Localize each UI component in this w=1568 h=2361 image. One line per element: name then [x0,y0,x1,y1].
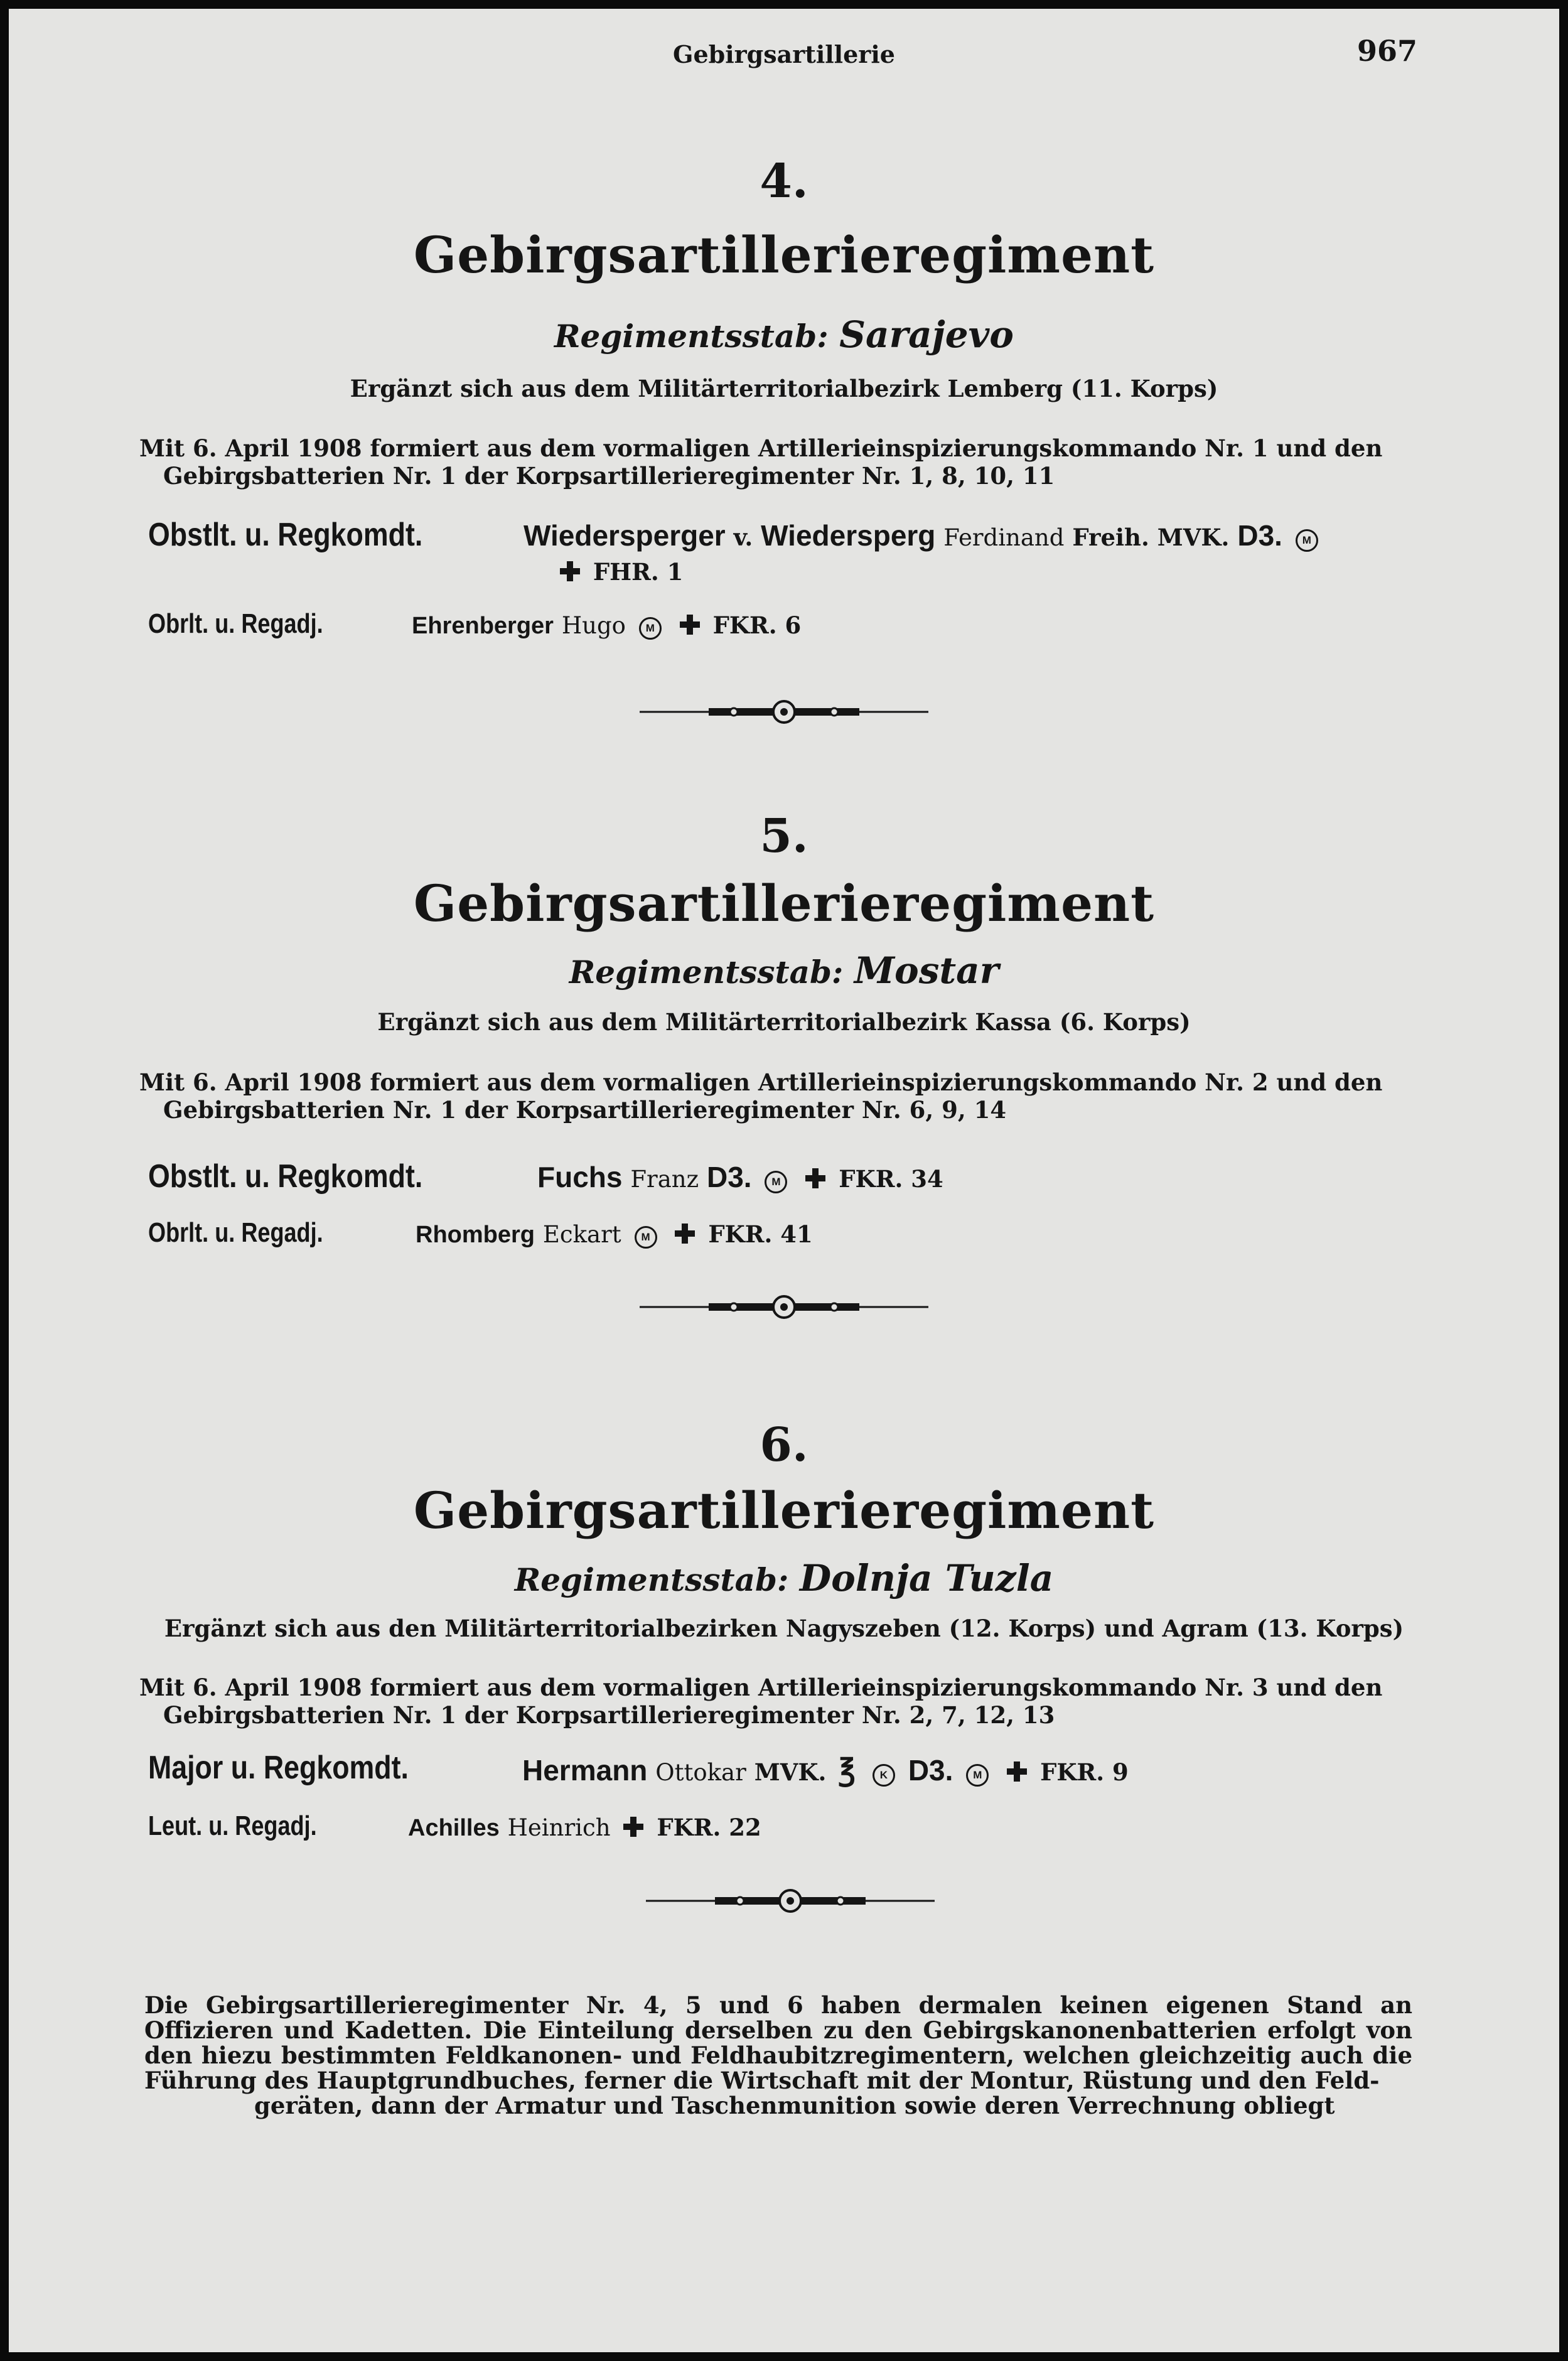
adjutant-rank: Obrlt. u. Regadj. [148,608,323,639]
formation-line: Mit 6. April 1908 formiert aus dem vormaligen Artillerieinspizierungskommando Nr. 1 und den [139,434,1383,462]
regiment-number: 4. [760,154,808,208]
footer-line: Offizieren und Kadetten. Die Einteilung derselben zu den Gebirgskanonenbatterien erfolgt von [144,2016,1412,2044]
supply-district: Ergänzt sich aus dem Militärterritorialbezirk Kassa (6. Korps) [377,1008,1191,1036]
commander-surname-2: Wiedersperg [761,519,936,552]
regiment-assignment: FKR. 41 [708,1220,813,1248]
regiment-title: Gebirgsartillerieregiment [413,874,1155,933]
formation-note [139,434,1415,490]
regiment-number: 5. [760,809,808,863]
regiment-title: Gebirgsartillerieregiment [413,225,1155,284]
commander-rank: Obstlt. u. Regkomdt. [148,517,423,553]
commander-rank: Obstlt. u. Regkomdt. [148,1158,423,1195]
medal-icon: M [1296,529,1318,552]
medal-icon: M [635,1226,657,1249]
adjutant-given-name: Hugo [561,612,626,639]
staff-label: Regimentsstab: [514,1561,789,1598]
adjutant-surname: Ehrenberger [412,613,554,639]
footer-line: Die Gebirgsartillerieregimenter Nr. 4, 5 und 6 haben dermalen keinen eigenen Stand an [144,1991,1412,2019]
ornament-divider-icon [646,1888,935,1913]
decoration-d3: D3. [1237,519,1282,552]
knot-icon: ℥ [838,1753,856,1788]
name-particle: v. [733,524,753,551]
adjutant-rank: Leut. u. Regadj. [148,1810,317,1841]
adjutant-entry [412,611,801,640]
footer-line: den hiezu bestimmten Feldkanonen- und Feldhaubitzregimentern, welchen gleichzeitig auch die [144,2041,1412,2069]
commander-surname: Fuchs [537,1161,623,1193]
supply-district: Ergänzt sich aus den Militärterritorialbezirken Nagyszeben (12. Korps) und Agram (13. Korps) [164,1615,1404,1642]
adjutant-rank: Obrlt. u. Regadj. [148,1217,323,1248]
cross-icon [560,561,580,581]
medal-icon: M [639,617,662,640]
decoration-mvk: MVK. [754,1758,827,1786]
adjutant-given-name: Eckart [542,1221,621,1248]
adjutant-entry [408,1814,761,1842]
regiment-assignment: FHR. 1 [593,558,684,586]
commander-entry [537,1160,943,1194]
commander-surname: Wiedersperger [524,519,726,552]
adjutant-surname: Rhomberg [416,1222,535,1248]
commander-given-name: Ottokar [655,1759,746,1786]
adjutant-entry [416,1220,813,1249]
formation-line: Mit 6. April 1908 formiert aus dem vormaligen Artillerieinspizierungskommando Nr. 3 und den [139,1674,1383,1701]
footer-note [144,1993,1412,2118]
staff-city: Mostar [854,949,999,992]
decoration-mvk: MVK. [1157,524,1230,551]
formation-line: Mit 6. April 1908 formiert aus dem vormaligen Artillerieinspizierungskommando Nr. 2 und den [139,1068,1383,1096]
decoration-d3: D3. [908,1754,953,1787]
staff-label: Regimentsstab: [554,318,829,355]
noble-title: Freih. [1072,524,1149,551]
running-title: Gebirgsartillerie [673,40,895,68]
cross-icon [675,1224,695,1244]
medal-icon: M [765,1171,787,1193]
regiment-title: Gebirgsartillerieregiment [413,1481,1155,1540]
commander-given-name: Ferdinand [943,524,1065,551]
decoration-d3: D3. [707,1161,752,1193]
formation-line: Gebirgsbatterien Nr. 1 der Korpsartillerieregimenter Nr. 1, 8, 10, 11 [163,462,1055,490]
k-medal-icon: K [873,1764,895,1787]
supply-district: Ergänzt sich aus dem Militärterritorialbezirk Lemberg (11. Korps) [350,375,1218,402]
commander-entry [522,1753,1129,1788]
footer-line: geräten, dann der Armatur und Taschenmunition sowie deren Verrechnung obliegt [254,2092,1335,2119]
regiment-assignment: FKR. 6 [712,611,802,639]
formation-note [139,1068,1415,1124]
regiment-assignment: FKR. 34 [839,1165,943,1193]
formation-note [139,1674,1415,1729]
ornament-divider-icon [640,1294,928,1320]
commander-given-name: Franz [630,1166,699,1193]
document-page [9,9,1559,2352]
formation-line: Gebirgsbatterien Nr. 1 der Korpsartillerieregimenter Nr. 2, 7, 12, 13 [163,1701,1055,1729]
cross-icon [1007,1761,1027,1782]
staff-label: Regimentsstab: [569,954,844,991]
page-number: 967 [1357,34,1418,68]
regiment-staff [9,313,1559,356]
cross-icon [623,1817,643,1837]
regiment-staff [9,949,1559,992]
staff-city: Dolnja Tuzla [799,1557,1054,1600]
commander-entry-continued [555,558,683,586]
commander-rank: Major u. Regkomdt. [148,1750,409,1786]
adjutant-surname: Achilles [408,1815,500,1841]
formation-line: Gebirgsbatterien Nr. 1 der Korpsartillerieregimenter Nr. 6, 9, 14 [163,1096,1007,1124]
ornament-divider-icon [640,699,928,724]
regiment-staff [9,1557,1559,1600]
commander-entry [524,519,1323,552]
footer-line: Führung des Hauptgrundbuches, ferner die Wirtschaft mit der Montur, Rüstung und den Feld- [144,2067,1380,2094]
medal-icon: M [966,1764,989,1787]
regiment-assignment: FKR. 22 [657,1814,761,1841]
cross-icon [680,615,700,635]
regiment-number: 6. [760,1418,808,1472]
staff-city: Sarajevo [839,313,1014,356]
regiment-assignment: FKR. 9 [1040,1758,1129,1786]
commander-surname: Hermann [522,1754,648,1787]
cross-icon [805,1168,825,1188]
adjutant-given-name: Heinrich [507,1814,611,1841]
